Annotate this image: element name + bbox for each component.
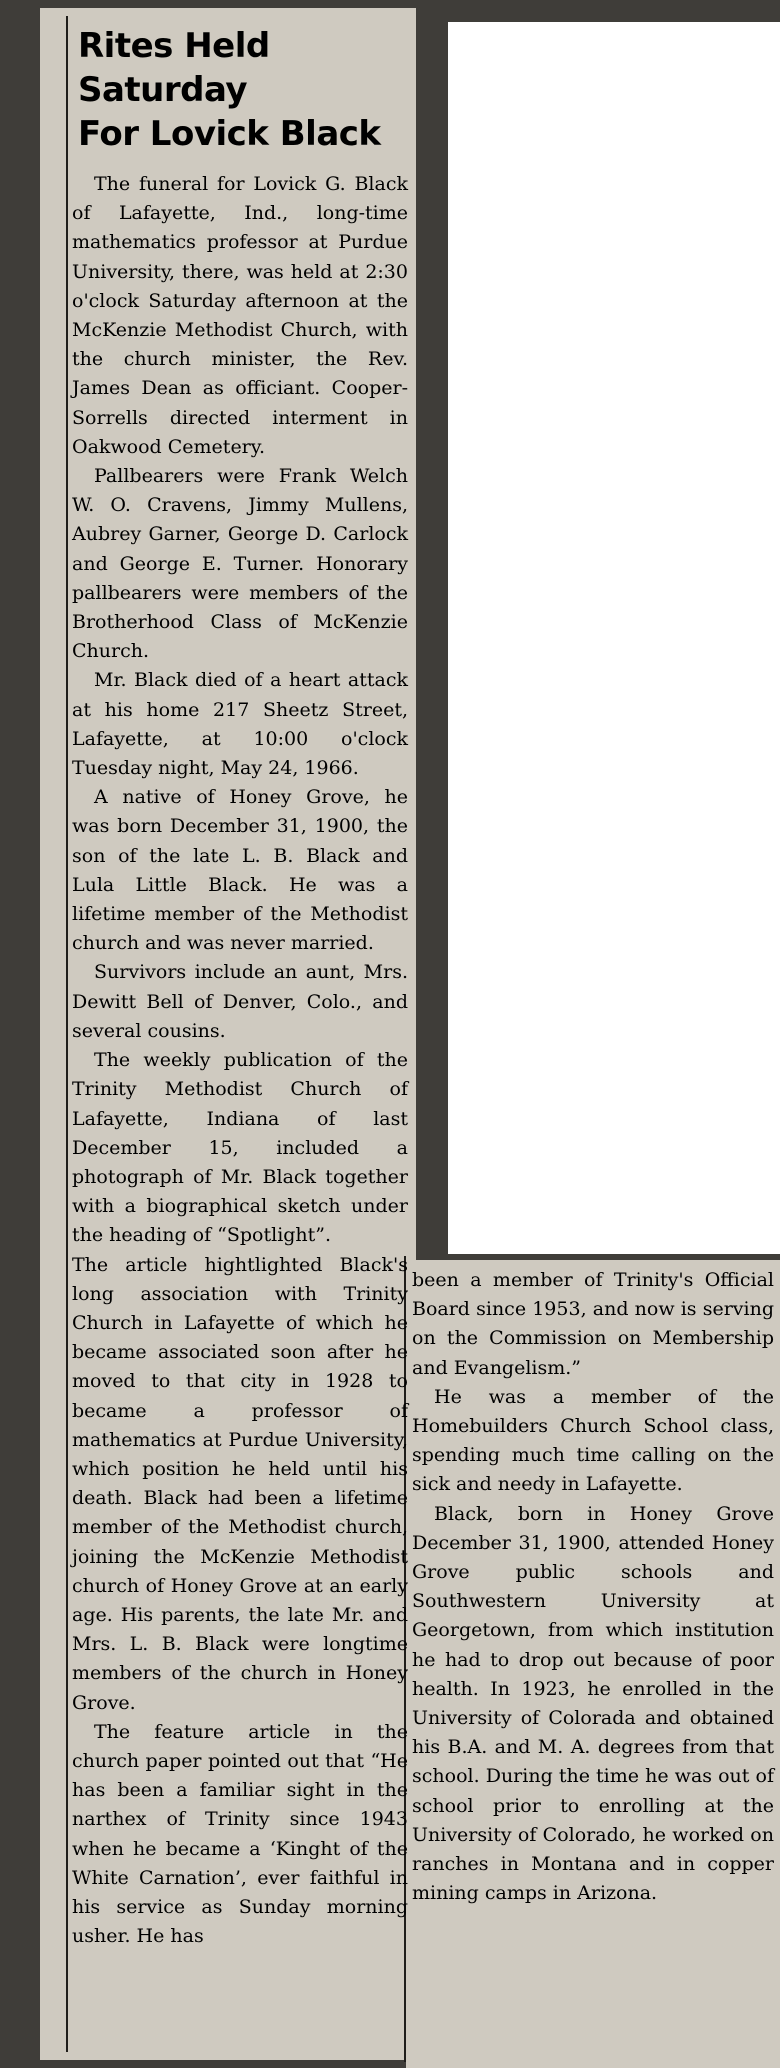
paragraph-board: been a member of Trinity's Official Board since 1953, and now is serving on the Commission on Membership and Evangelism.”: [412, 1269, 774, 1379]
paragraph-survivors: Survivors include an aunt, Mrs. Dewitt Bell of Denver, Colo., and several cousins.: [72, 961, 408, 1042]
paragraph-native: A native of Honey Grove, he was born December 31, 1900, the son of the late L. B. Black and Lula Little Black. He was a lifetime member of the Methodist church and was never married.: [72, 786, 408, 955]
paragraph-education: Black, born in Honey Grove December 31, 1900, attended Honey Grove public schools and Southwestern University at Georgetown, from which institution he had to drop out because of poor health. In 1923, he enrolled in the University of Colorada and obtained his B.A. and M. A. degrees from that school. During the time he was out of school prior to enrolling at the University of Colorado, he worked on ranches in Montana and in copper mining camps in Arizona.: [412, 1502, 774, 1905]
paragraph-feature: The feature article in the church paper pointed out that “He has been a familiar sight in the narthex of Trinity since 1943 when he became a ‘Kinght of the White Carnation’, ever faithful in his service as Sunday morning usher. He has: [72, 1720, 408, 1948]
paragraph-publication: The weekly publication of the Trinity Methodist Church of Lafayette, Indiana of last December 15, included a photograph of Mr. Black together with a biographical sketch under the heading of “Spotlight”.: [72, 1049, 408, 1247]
right-column: [412, 1266, 774, 1908]
paragraph-funeral: The funeral for Lovick G. Black of Lafayette, Ind., long-time mathematics professor at Purdue University, there, was held at 2:30 o'clock Saturday afternoon at the McKenzie Methodist Church, with the church minister, the Rev. James Dean as officiant. Cooper-Sorrells directed interment in Oakwood Cemetery.: [72, 173, 408, 458]
headline-line-2: For Lovick Black: [78, 114, 381, 154]
blank-area: [448, 22, 780, 1254]
headline: [78, 24, 408, 156]
paragraph-article: The article hightlighted Black's long association with Trinity Church in Lafayette of which he became associated soon after he moved to that city in 1928 to became a professor of mathematics at Purdue University, which position he held until his death. Black had been a lifetime member of the Methodist church, joining the McKenzie Methodist church of Honey Grove at an early age. His parents, the late Mr. and Mrs. L. B. Black were longtime members of the church in Honey Grove.: [72, 1253, 408, 1714]
paragraph-death: Mr. Black died of a heart attack at his home 217 Sheetz Street, Lafayette, at 10:00 o'clock Tuesday night, May 24, 1966.: [72, 669, 408, 780]
paragraph-homebuilders: He was a member of the Homebuilders Church School class, spending much time calling on the sick and needy in Lafayette.: [412, 1385, 774, 1496]
paragraph-pallbearers: Pallbearers were Frank Welch W. O. Cravens, Jimmy Mullens, Aubrey Garner, George D. Carlock and George E. Turner. Honorary pallbearers were members of the Brotherhood Class of McKenzie Church.: [72, 465, 408, 663]
headline-line-1: Rites Held Saturday: [78, 26, 270, 110]
left-column: [72, 24, 408, 1951]
column-rule-left: [66, 16, 68, 2052]
